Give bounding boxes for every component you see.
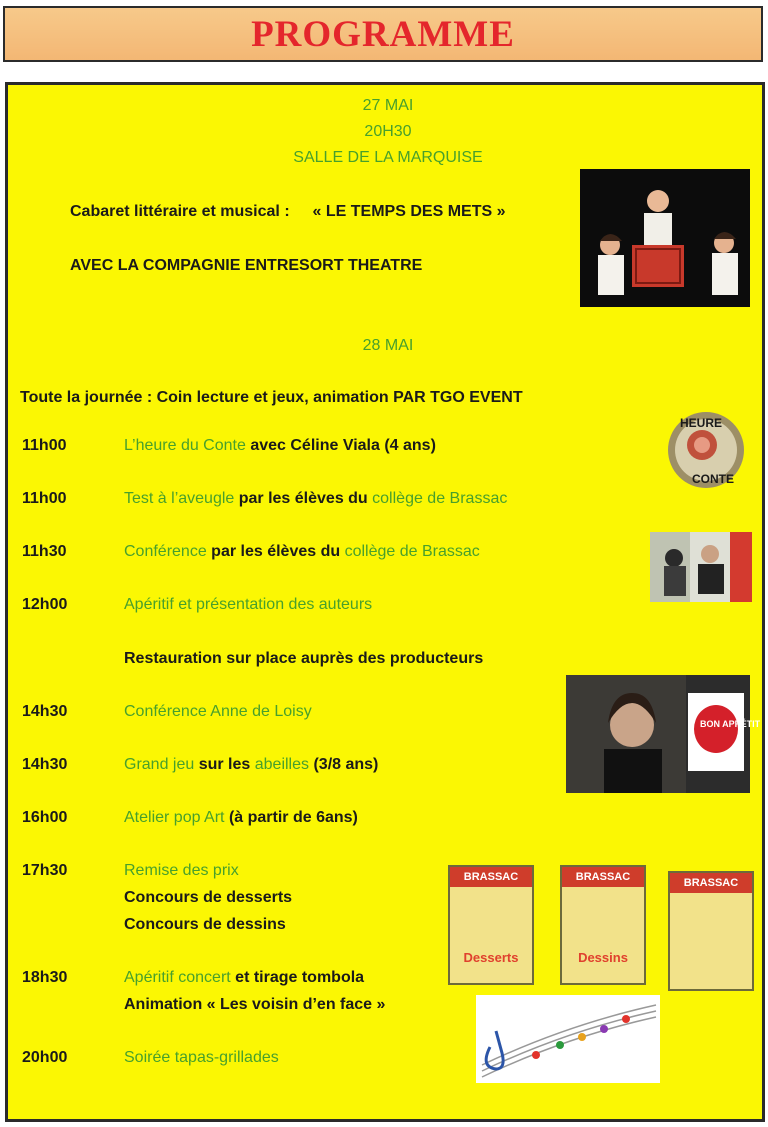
schedule-time: 14h30	[22, 703, 68, 720]
poster-desserts-top: BRASSAC	[450, 867, 532, 887]
day1-company: AVEC LA COMPAGNIE ENTRESORT THEATRE	[70, 257, 423, 274]
poster-dessins-top: BRASSAC	[562, 867, 644, 887]
schedule-description	[124, 889, 292, 907]
activity-highlight: Apéritif concert	[124, 969, 231, 986]
poster-desserts-word: Desserts	[463, 950, 519, 965]
day1-date: 27 MAI	[362, 97, 414, 114]
poster-dessins-word: Dessins	[578, 950, 628, 965]
page-title: PROGRAMME	[251, 13, 515, 55]
conference-photo	[650, 532, 752, 602]
schedule-time: 18h30	[22, 969, 68, 986]
activity-highlight: collège de Brassac	[372, 490, 508, 507]
schedule-description	[124, 490, 507, 508]
day1-venue: SALLE DE LA MARQUISE	[293, 149, 483, 166]
conte-logo-word2: CONTE	[692, 472, 734, 486]
schedule-row	[8, 756, 568, 778]
activity-detail: Concours de desserts	[124, 889, 293, 906]
day2-date: 28 MAI	[362, 337, 414, 354]
heure-du-conte-logo	[666, 407, 746, 493]
activity-highlight: Soirée tapas-grillades	[124, 1049, 279, 1066]
programme-panel	[5, 82, 765, 1122]
schedule-row	[8, 703, 568, 725]
music-notes-image	[476, 995, 660, 1083]
day2-allday: Toute la journée : Coin lecture et jeux, animation PAR TGO EVENT	[20, 389, 523, 406]
schedule-time: 11h30	[22, 543, 67, 560]
poster-dessins	[560, 865, 646, 985]
conte-logo-word1: HEURE	[680, 416, 723, 430]
schedule-time: 20h00	[22, 1049, 68, 1066]
activity-highlight: Atelier pop Art	[124, 809, 225, 826]
activity-highlight: L’heure du Conte	[124, 437, 246, 454]
bon-appetit-label: BON APPÉTIT	[700, 719, 761, 729]
schedule-description	[124, 596, 372, 614]
schedule-time: 14h30	[22, 756, 68, 773]
cabaret-photo	[580, 169, 750, 307]
schedule-row	[8, 650, 568, 672]
activity-detail: Animation « Les voisin d’en face »	[124, 996, 386, 1013]
programme-header	[3, 6, 763, 62]
schedule-description	[124, 650, 483, 668]
activity-highlight: Conférence	[124, 543, 207, 560]
activity-detail: Restauration sur place auprès des producteurs	[124, 650, 484, 667]
day1-event-line	[70, 203, 505, 221]
activity-highlight: Test à l’aveugle	[124, 490, 235, 507]
schedule-description	[124, 1049, 279, 1067]
schedule-description	[124, 862, 239, 880]
schedule-description	[124, 809, 358, 827]
activity-highlight: collège de Brassac	[344, 543, 480, 560]
schedule-row	[8, 490, 568, 512]
activity-highlight: Remise des prix	[124, 862, 239, 879]
poster-concours	[668, 871, 754, 991]
day1-event-label: Cabaret littéraire et musical :	[70, 203, 290, 220]
schedule-time: 16h00	[22, 809, 68, 826]
activity-detail: (3/8 ans)	[309, 756, 379, 773]
schedule-description	[124, 756, 378, 774]
schedule-description	[124, 916, 286, 934]
schedule-time: 12h00	[22, 596, 68, 613]
activity-detail: et tirage tombola	[230, 969, 365, 986]
schedule-description	[124, 996, 385, 1014]
activity-detail: par les élèves du	[206, 543, 345, 560]
activity-highlight: Apéritif et présentation des auteurs	[124, 596, 373, 613]
schedule-row	[8, 543, 568, 565]
activity-detail: sur les	[194, 756, 255, 773]
schedule-row	[8, 809, 568, 831]
activity-detail: par les élèves du	[234, 490, 373, 507]
schedule-description	[124, 703, 312, 721]
schedule-time: 17h30	[22, 862, 68, 879]
activity-highlight: Grand jeu	[124, 756, 195, 773]
poster-desserts	[448, 865, 534, 985]
activity-detail: Concours de dessins	[124, 916, 286, 933]
activity-highlight: abeilles	[254, 756, 310, 773]
schedule-description	[124, 437, 436, 455]
day1-event-title: « LE TEMPS DES METS »	[312, 203, 506, 220]
schedule-row	[8, 437, 568, 459]
schedule-time: 11h00	[22, 490, 67, 507]
activity-highlight: Conférence Anne de Loisy	[124, 703, 312, 720]
schedule-row	[8, 596, 568, 618]
activity-detail: avec Céline Viala (4 ans)	[245, 437, 436, 454]
anne-de-loisy-photo	[566, 675, 761, 793]
poster-concours-top: BRASSAC	[670, 873, 752, 893]
schedule-description	[124, 969, 364, 987]
schedule-description	[124, 543, 480, 561]
activity-detail: (à partir de 6ans)	[224, 809, 358, 826]
day1-time: 20H30	[364, 123, 412, 140]
schedule-time: 11h00	[22, 437, 67, 454]
